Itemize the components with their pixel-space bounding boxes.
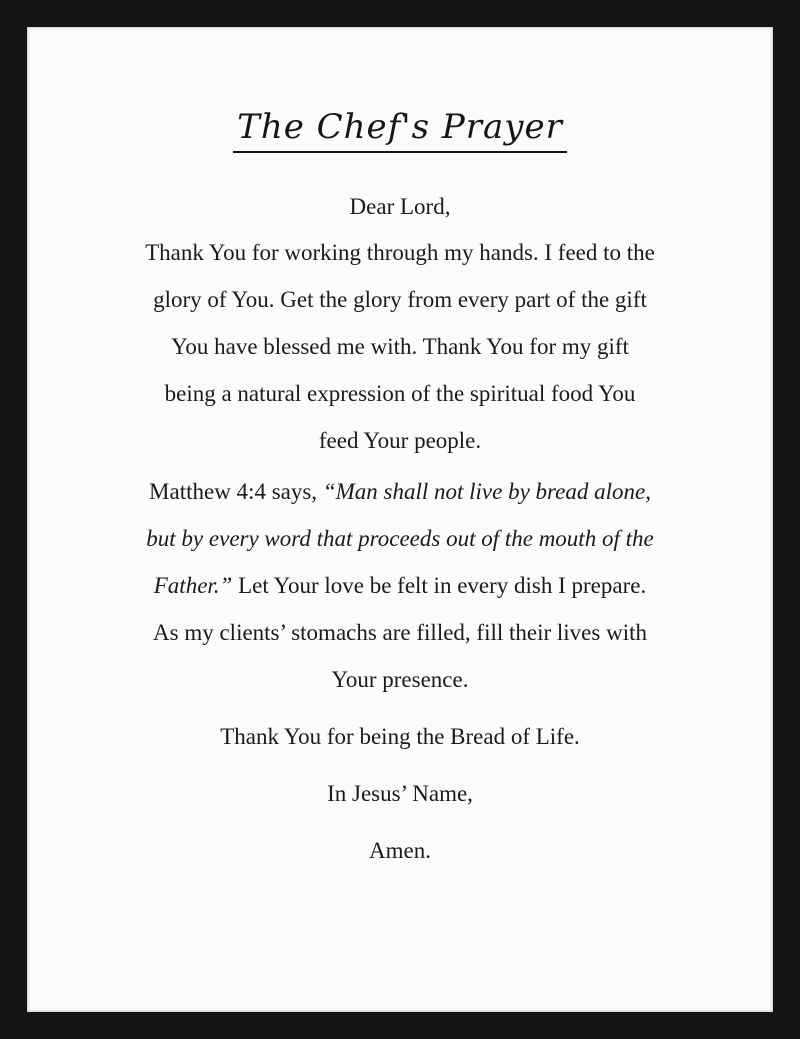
paragraph-2-line xyxy=(67,562,733,609)
paragraph-1-line: glory of You. Get the glory from every part of the gift xyxy=(153,287,647,312)
paragraph-1-line: You have blessed me with. Thank You for my gift xyxy=(171,334,629,359)
scripture-quote: Father.” xyxy=(153,573,233,598)
scripture-reference: Matthew 4:4 says, xyxy=(149,479,323,504)
paragraph-1-line: being a natural expression of the spiritual food You xyxy=(164,381,636,406)
prayer-body xyxy=(67,189,733,874)
scripture-quote: “Man shall not live by bread alone, xyxy=(322,479,651,504)
amen-line: Amen. xyxy=(369,838,431,863)
paragraph-2-line: As my clients’ stomachs are filled, fill their lives with xyxy=(153,620,647,645)
prayer-paper xyxy=(27,27,773,1012)
paragraph-1-line: feed Your people. xyxy=(318,428,482,453)
paragraph-2 xyxy=(67,468,733,703)
paragraph-1 xyxy=(67,229,733,464)
paragraph-1-line: Thank You for working through my hands. I feed to the xyxy=(145,240,655,265)
page-title: The Chef's Prayer xyxy=(233,105,567,153)
paragraph-2-line: Your presence. xyxy=(331,667,469,692)
greeting: Dear Lord, xyxy=(349,194,451,219)
scripture-quote: but by every word that proceeds out of the mouth of the xyxy=(146,526,654,551)
closing-line: In Jesus’ Name, xyxy=(327,781,473,806)
paragraph-2-line xyxy=(67,468,733,515)
title-container xyxy=(27,105,773,153)
paragraph-2-text: Let Your love be felt in every dish I prepare. xyxy=(232,573,647,598)
thanks-line: Thank You for being the Bread of Life. xyxy=(220,724,580,749)
